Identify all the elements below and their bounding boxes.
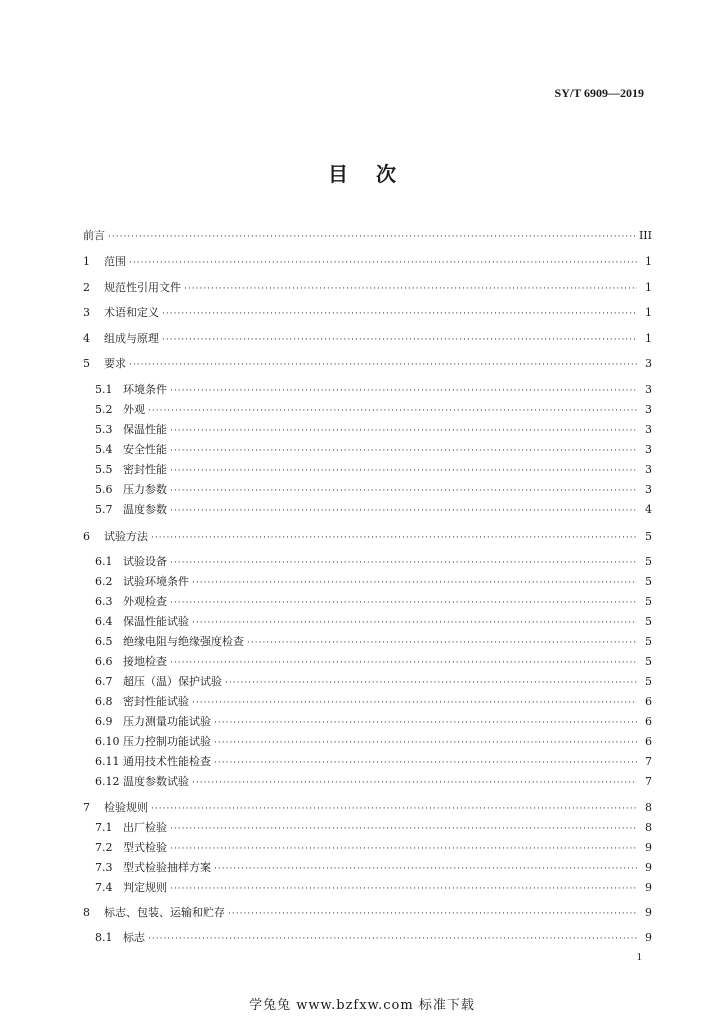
- toc-entry[interactable]: [95, 734, 652, 750]
- toc-leader-dots: [162, 332, 637, 348]
- toc-entry-label: 保温性能试验: [123, 615, 189, 628]
- toc-entry-page: 3: [645, 483, 652, 496]
- toc-entry-number: 7: [83, 801, 90, 814]
- toc-entry[interactable]: [83, 356, 652, 372]
- toc-entry-page: 5: [645, 615, 652, 628]
- toc-entry-number: 5: [83, 357, 90, 370]
- toc-leader-dots: [170, 595, 637, 611]
- toc-entry-label: 外观检查: [123, 595, 167, 608]
- toc-entry[interactable]: [95, 442, 652, 458]
- toc-entry-page: 3: [645, 403, 652, 416]
- toc-leader-dots: [192, 695, 637, 711]
- toc-entry[interactable]: [95, 694, 652, 710]
- toc-leader-dots: [192, 615, 637, 631]
- toc-entry[interactable]: [95, 382, 652, 398]
- toc-entry-page: 7: [645, 755, 652, 768]
- toc-entry-label: 标志、包装、运输和贮存: [104, 906, 225, 919]
- toc-entry[interactable]: [95, 880, 652, 896]
- toc-entry-page: 1: [645, 255, 652, 268]
- toc-entry-label: 绝缘电阻与绝缘强度检查: [123, 635, 244, 648]
- toc-entry-label: 检验规则: [104, 801, 148, 814]
- toc-entry-label: 要求: [104, 357, 126, 370]
- page-number: 1: [636, 951, 642, 963]
- toc-leader-dots: [214, 715, 637, 731]
- toc-leader-dots: [214, 755, 637, 771]
- toc-leader-dots: [170, 483, 637, 499]
- toc-entry-number: 6.10: [95, 735, 120, 748]
- toc-entry-page: 6: [645, 715, 652, 728]
- toc-entry-number: 6.8: [95, 695, 113, 708]
- toc-entry[interactable]: [95, 714, 652, 730]
- toc-leader-dots: [170, 503, 637, 519]
- toc-entry-label: 型式检验: [123, 841, 167, 854]
- toc-entry-page: 5: [645, 555, 652, 568]
- toc-entry[interactable]: [95, 774, 652, 790]
- toc-entry[interactable]: [95, 674, 652, 690]
- toc-leader-dots: [170, 881, 637, 897]
- toc-entry-label: 安全性能: [123, 443, 167, 456]
- toc-entry-label: 压力参数: [123, 483, 167, 496]
- toc-entry-page: 8: [645, 801, 652, 814]
- toc-entry[interactable]: [83, 800, 652, 816]
- toc-entry-number: 5.1: [95, 383, 113, 396]
- toc-leader-dots: [170, 463, 637, 479]
- toc-entry[interactable]: [95, 594, 652, 610]
- toc-entry-number: 6.1: [95, 555, 113, 568]
- toc-entry-number: 5.6: [95, 483, 113, 496]
- toc-entry-page: 9: [645, 861, 652, 874]
- toc-entry-number: 6.7: [95, 675, 113, 688]
- toc-entry-page: 3: [645, 383, 652, 396]
- toc-leader-dots: [129, 255, 637, 271]
- toc-leader-dots: [192, 775, 637, 791]
- toc-entry-number: 6.12: [95, 775, 120, 788]
- toc-entry-label: 通用技术性能检查: [123, 755, 211, 768]
- toc-entry-page: 4: [645, 503, 652, 516]
- toc-leader-dots: [214, 861, 637, 877]
- toc-leader-dots: [247, 635, 637, 651]
- toc-entry-label: 试验环境条件: [123, 575, 189, 588]
- toc-leader-dots: [129, 357, 637, 373]
- toc-entry-page: 3: [645, 463, 652, 476]
- toc-entry-number: 7.1: [95, 821, 113, 834]
- toc-entry-number: 6: [83, 530, 90, 543]
- toc-entry[interactable]: [95, 574, 652, 590]
- toc-entry[interactable]: [95, 754, 652, 770]
- toc-entry-page: 5: [645, 530, 652, 543]
- toc-entry-page: 5: [645, 635, 652, 648]
- toc-entry[interactable]: [95, 554, 652, 570]
- toc-leader-dots: [170, 443, 637, 459]
- toc-entry[interactable]: [95, 462, 652, 478]
- toc-leader-dots: [225, 675, 637, 691]
- toc-entry[interactable]: [95, 930, 652, 946]
- toc-entry-page: 9: [645, 841, 652, 854]
- toc-entry-number: 5.3: [95, 423, 113, 436]
- toc-entry-label: 术语和定义: [104, 306, 159, 319]
- toc-entry-label: 温度参数: [123, 503, 167, 516]
- toc-entry-label: 超压（温）保护试验: [123, 675, 222, 688]
- toc-entry[interactable]: [83, 331, 652, 347]
- toc-entry-page: 1: [645, 281, 652, 294]
- toc-entry-label: 试验设备: [123, 555, 167, 568]
- toc-entry-number: 5.4: [95, 443, 113, 456]
- toc-leader-dots: [184, 281, 637, 297]
- toc-entry-label: 判定规则: [123, 881, 167, 894]
- toc-entry-number: 8: [83, 906, 90, 919]
- footer-watermark: 学兔兔 www.bzfxw.com 标准下载: [249, 998, 475, 1013]
- toc-entry-page: 5: [645, 595, 652, 608]
- toc-leader-dots: [148, 403, 637, 419]
- toc-entry-number: 4: [83, 332, 90, 345]
- toc-entry[interactable]: [95, 402, 652, 418]
- toc-entry-label: 接地检查: [123, 655, 167, 668]
- toc-entry-number: 7.2: [95, 841, 113, 854]
- toc-entry-number: 6.9: [95, 715, 113, 728]
- toc-entry-number: 5.5: [95, 463, 113, 476]
- toc-entry[interactable]: [95, 820, 652, 836]
- toc-entry-number: 6.3: [95, 595, 113, 608]
- toc-entry-label: 压力测量功能试验: [123, 715, 211, 728]
- toc-entry[interactable]: [83, 305, 652, 321]
- toc-entry-page: III: [638, 229, 652, 242]
- toc-entry[interactable]: [83, 905, 652, 921]
- toc-entry-number: 5.7: [95, 503, 113, 516]
- standard-number: SY/T 6909—2019: [554, 86, 644, 100]
- toc-leader-dots: [148, 931, 637, 947]
- toc-leader-dots: [151, 801, 637, 817]
- toc-entry-page: 6: [645, 695, 652, 708]
- toc-entry-page: 3: [645, 423, 652, 436]
- toc-leader-dots: [170, 841, 637, 857]
- toc-entry-label: 组成与原理: [104, 332, 159, 345]
- toc-entry-number: 7.3: [95, 861, 113, 874]
- toc-entry[interactable]: [83, 280, 652, 296]
- toc-entry-page: 3: [645, 443, 652, 456]
- toc-entry-label: 型式检验抽样方案: [123, 861, 211, 874]
- toc-entry-page: 6: [645, 735, 652, 748]
- toc-entry-label: 标志: [123, 931, 145, 944]
- toc-entry[interactable]: [95, 502, 652, 518]
- toc-leader-dots: [170, 383, 637, 399]
- toc-entry-label: 压力控制功能试验: [123, 735, 211, 748]
- toc-entry[interactable]: [95, 634, 652, 650]
- toc-entry-number: 6.6: [95, 655, 113, 668]
- page-title: 目次: [328, 162, 424, 186]
- toc-entry[interactable]: [95, 840, 652, 856]
- toc-leader-dots: [192, 575, 637, 591]
- toc-entry-page: 5: [645, 575, 652, 588]
- toc-entry-page: 3: [645, 357, 652, 370]
- toc-entry-label: 范围: [104, 255, 126, 268]
- toc-entry[interactable]: [95, 422, 652, 438]
- toc-entry-number: 7.4: [95, 881, 113, 894]
- toc-entry[interactable]: [83, 529, 652, 545]
- toc-entry-number: 3: [83, 306, 90, 319]
- toc-entry-label: 规范性引用文件: [104, 281, 181, 294]
- toc-entry-number: 5.2: [95, 403, 113, 416]
- toc-entry[interactable]: [95, 614, 652, 630]
- toc-entry-label: 密封性能试验: [123, 695, 189, 708]
- toc-entry-page: 5: [645, 655, 652, 668]
- toc-entry-page: 9: [645, 931, 652, 944]
- toc-leader-dots: [170, 655, 637, 671]
- toc-entry[interactable]: [95, 860, 652, 876]
- toc-entry-label: 密封性能: [123, 463, 167, 476]
- toc-entry[interactable]: [95, 654, 652, 670]
- toc-leader-dots: [228, 906, 637, 922]
- toc-entry[interactable]: [83, 228, 652, 244]
- toc-entry-number: 6.4: [95, 615, 113, 628]
- toc-leader-dots: [162, 306, 637, 322]
- toc-entry-page: 9: [645, 881, 652, 894]
- toc-leader-dots: [170, 821, 637, 837]
- toc-entry-label: 出厂检验: [123, 821, 167, 834]
- toc-entry-label: 环境条件: [123, 383, 167, 396]
- toc-leader-dots: [170, 423, 637, 439]
- toc-entry-label: 外观: [123, 403, 145, 416]
- toc-entry-page: 9: [645, 906, 652, 919]
- toc-entry-number: 6.2: [95, 575, 113, 588]
- toc-entry[interactable]: [95, 482, 652, 498]
- toc-entry-number: 8.1: [95, 931, 113, 944]
- toc-entry-page: 5: [645, 675, 652, 688]
- toc-entry-label: 前言: [83, 229, 105, 242]
- toc-entry-number: 6.5: [95, 635, 113, 648]
- toc-leader-dots: [214, 735, 637, 751]
- toc-entry[interactable]: [83, 254, 652, 270]
- toc-entry-number: 6.11: [95, 755, 120, 768]
- toc-entry-label: 保温性能: [123, 423, 167, 436]
- toc-entry-label: 试验方法: [104, 530, 148, 543]
- toc-entry-page: 1: [645, 306, 652, 319]
- toc-entry-page: 7: [645, 775, 652, 788]
- toc-leader-dots: [108, 229, 636, 245]
- toc-leader-dots: [151, 530, 637, 546]
- toc-entry-number: 1: [83, 255, 90, 268]
- toc-entry-number: 2: [83, 281, 90, 294]
- toc-leader-dots: [170, 555, 637, 571]
- toc-entry-page: 1: [645, 332, 652, 345]
- toc-entry-label: 温度参数试验: [123, 775, 189, 788]
- toc-entry-page: 8: [645, 821, 652, 834]
